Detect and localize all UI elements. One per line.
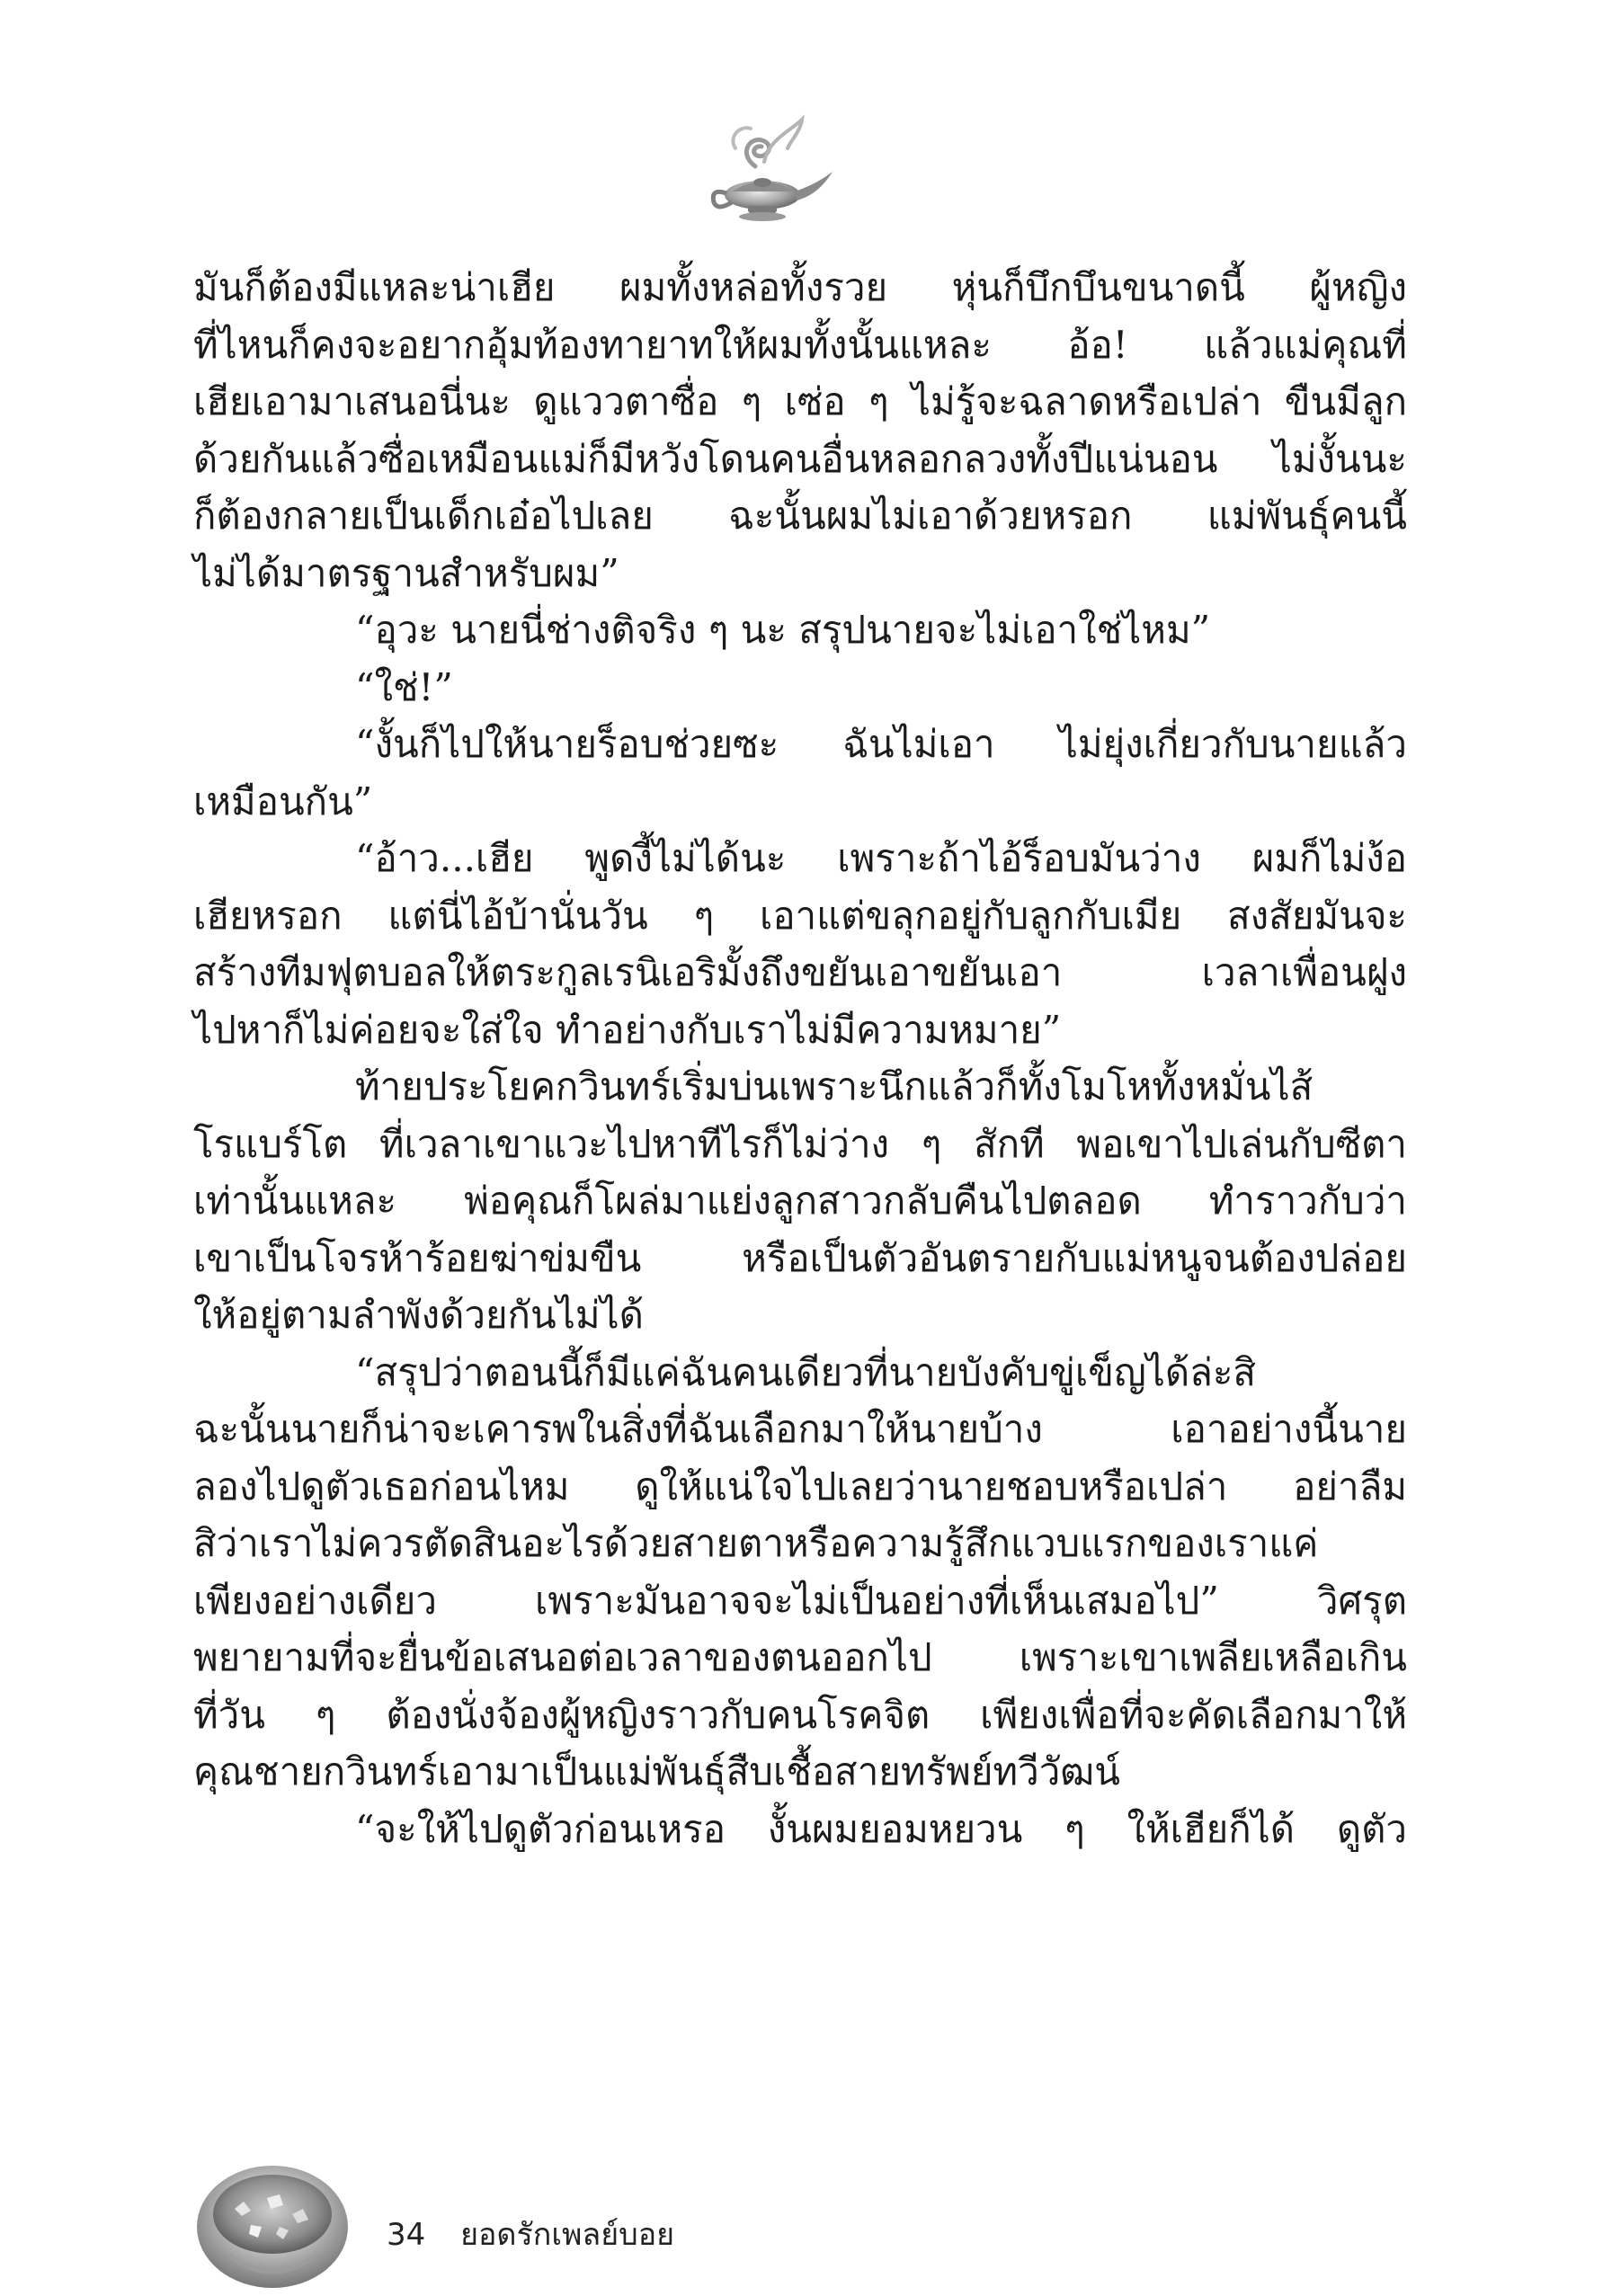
text-line: “ใช่!” [355, 664, 453, 709]
text-line: “งั้นก็ไปให้นายร็อบช่วยซะ ฉันไม่เอา ไม่ยุ่งเกี่ยวกับนายแล้ว [355, 722, 1407, 766]
genie-lamp-icon [701, 112, 836, 225]
text-line: เขาเป็นโจรห้าร้อยฆ่าข่มขืน หรือเป็นตัวอันตรายกับแม่หนูจนต้องปล่อย [193, 1235, 1407, 1280]
text-line: ท้ายประโยคกวินทร์เริ่มบ่นเพราะนึกแล้วก็ทั้งโมโหทั้งหมั่นไส้ [355, 1064, 1314, 1108]
text-line: มันก็ต้องมีแหละน่าเฮีย ผมทั้งหล่อทั้งรวย หุ่นก็บึกบึนขนาดนี้ ผู้หญิง [193, 265, 1407, 309]
page-footer [387, 2210, 674, 2258]
text-line: สิว่าเราไม่ควรตัดสินอะไรด้วยสายตาหรือความรู้สึกแวบแรกของเราแค่ [193, 1521, 1319, 1565]
text-line: ด้วยกันแล้วซื่อเหมือนแม่ก็มีหวังโดนคนอื่นหลอกลวงทั้งปีแน่นอน ไม่งั้นนะ [193, 436, 1407, 481]
book-title: ยอดรักเพลย์บอย [460, 2217, 675, 2253]
text-line: โรแบร์โต ที่เวลาเขาแวะไปหาทีไรก็ไม่ว่าง ๆ สักที พอเขาไปเล่นกับซีตา [193, 1121, 1407, 1166]
text-line: ที่วัน ๆ ต้องนั่งจ้องผู้หญิงราวกับคนโรคจิต เพียงเพื่อที่จะคัดเลือกมาให้ [193, 1692, 1407, 1737]
text-line: ให้อยู่ตามลำพังด้วยกันไม่ได้ [193, 1293, 644, 1337]
text-line: “อ้าว...เฮีย พูดงี้ไม่ได้นะ เพราะถ้าไอ้ร็อบมันว่าง ผมก็ไม่ง้อ [355, 836, 1407, 880]
text-line: เท่านั้นแหละ พ่อคุณก็โผล่มาแย่งลูกสาวกลับคืนไปตลอด ทำราวกับว่า [193, 1179, 1407, 1223]
text-line: เหมือนกัน” [193, 779, 373, 823]
text-line: “สรุปว่าตอนนี้ก็มีแค่ฉันคนเดียวที่นายบังคับขู่เข็ญได้ล่ะสิ [355, 1349, 1257, 1394]
page-number: 34 [387, 2217, 426, 2253]
text-line: คุณชายกวินทร์เอามาเป็นแม่พันธุ์สืบเชื้อสายทรัพย์ทวีวัฒน์ [193, 1749, 1120, 1793]
text-line: ไม่ได้มาตรฐานสำหรับผม” [193, 550, 619, 595]
teacup-icon [193, 2162, 351, 2292]
text-line: “อุวะ นายนี่ช่างติจริง ๆ นะ สรุปนายจะไม่เอาใช่ไหม” [355, 608, 1211, 652]
text-line: ก็ต้องกลายเป็นเด็กเอ๋อไปเลย ฉะนั้นผมไม่เอาด้วยหรอก แม่พันธุ์คนนี้ [193, 494, 1407, 538]
text-line: ที่ไหนก็คงจะอยากอุ้มท้องทายาทให้ผมทั้งนั้นแหละ อ้อ! แล้วแม่คุณที่ [193, 322, 1407, 367]
text-line: พยายามที่จะยื่นข้อเสนอต่อเวลาของตนออกไป เพราะเขาเพลียเหลือเกิน [193, 1635, 1407, 1679]
text-line: ฉะนั้นนายก็น่าจะเคารพในสิ่งที่ฉันเลือกมาให้นายบ้าง เอาอย่างนี้นาย [193, 1407, 1407, 1451]
text-line: ไปหาก็ไม่ค่อยจะใส่ใจ ทำอย่างกับเราไม่มีความหมาย” [193, 1007, 1062, 1052]
text-line: สร้างทีมฟุตบอลให้ตระกูลเรนิเอริมั้งถึงขยันเอาขยันเอา เวลาเพื่อนฝูง [193, 950, 1407, 994]
text-line: เฮียเอามาเสนอนี่นะ ดูแววตาซื่อ ๆ เซ่อ ๆ ไม่รู้จะฉลาดหรือเปล่า ขืนมีลูก [193, 379, 1407, 423]
text-line: ลองไปดูตัวเธอก่อนไหม ดูให้แน่ใจไปเลยว่านายชอบหรือเปล่า อย่าลืม [193, 1464, 1407, 1508]
text-line: เฮียหรอก แต่นี่ไอ้บ้านั่นวัน ๆ เอาแต่ขลุกอยู่กับลูกกับเมีย สงสัยมันจะ [193, 893, 1407, 938]
text-line: “จะให้ไปดูตัวก่อนเหรอ งั้นผมยอมหยวน ๆ ให้เฮียก็ได้ ดูตัว [355, 1806, 1407, 1851]
text-line: เพียงอย่างเดียว เพราะมันอาจจะไม่เป็นอย่างที่เห็นเสมอไป” วิศรุต [193, 1578, 1407, 1623]
body-text [193, 259, 1407, 1857]
